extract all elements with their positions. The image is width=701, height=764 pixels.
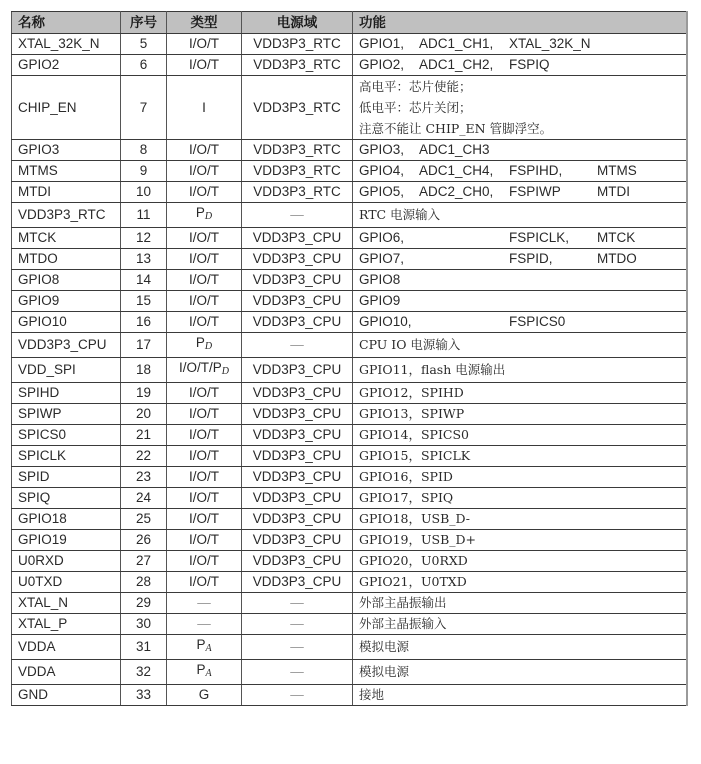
pin-type-value: I/O/T xyxy=(189,230,219,245)
power-domain-value: — xyxy=(290,595,304,610)
pin-type-value: I/O/T xyxy=(189,511,219,526)
pin-type xyxy=(167,614,242,635)
pin-function xyxy=(353,467,688,488)
pin-type-value: I/O/T xyxy=(189,574,219,589)
pin-type xyxy=(167,488,242,509)
pin-number: 19 xyxy=(121,383,167,404)
pin-function xyxy=(353,572,688,593)
function-part: FSPIWP xyxy=(509,184,561,199)
function-text: 外部主晶振输入 xyxy=(359,616,447,631)
function-part: MTDI xyxy=(597,184,630,199)
pin-name: SPICS0 xyxy=(12,425,121,446)
pin-power-domain xyxy=(242,140,353,161)
function-part: MTMS xyxy=(597,163,637,178)
pin-type-value: I/O/T xyxy=(189,57,219,72)
pin-type xyxy=(167,270,242,291)
function-text: GPIO18，USB_D- xyxy=(359,511,470,526)
pin-power-domain xyxy=(242,551,353,572)
pin-number: 21 xyxy=(121,425,167,446)
pin-type-value: P xyxy=(195,205,205,220)
function-text: 接地 xyxy=(359,687,385,702)
pin-function xyxy=(353,140,688,161)
table-row xyxy=(12,660,688,685)
table-row xyxy=(12,593,688,614)
function-text: GPIO14，SPICS0 xyxy=(359,427,469,442)
pin-type xyxy=(167,358,242,383)
pin-type-value: I/O/T xyxy=(189,553,219,568)
pin-type-value: P xyxy=(195,335,205,350)
pin-power-domain xyxy=(242,228,353,249)
pin-type xyxy=(167,383,242,404)
pin-power-domain xyxy=(242,161,353,182)
table-row xyxy=(12,467,688,488)
pin-type xyxy=(167,55,242,76)
power-domain-value: VDD3P3_RTC xyxy=(253,57,341,72)
pin-function xyxy=(353,291,688,312)
pin-power-domain xyxy=(242,270,353,291)
pin-function xyxy=(353,161,688,182)
function-part: ADC1_CH2, xyxy=(419,57,494,72)
function-part: GPIO6, xyxy=(359,230,405,245)
function-text: GPIO16，SPID xyxy=(359,469,453,484)
pin-type-value: P xyxy=(196,637,206,652)
power-domain-value: VDD3P3_CPU xyxy=(252,511,342,526)
pin-name: VDD3P3_CPU xyxy=(12,333,121,358)
function-text: GPIO11，flash 电源输出 xyxy=(359,362,506,377)
pin-type xyxy=(167,685,242,706)
table-row xyxy=(12,291,688,312)
pin-type xyxy=(167,161,242,182)
pin-number: 17 xyxy=(121,333,167,358)
pin-power-domain xyxy=(242,467,353,488)
pin-name: GPIO18 xyxy=(12,509,121,530)
pin-function xyxy=(353,228,688,249)
pin-type-value: I/O/T xyxy=(189,293,219,308)
pin-number: 9 xyxy=(121,161,167,182)
power-domain-value: — xyxy=(290,687,304,702)
table-row xyxy=(12,312,688,333)
function-text: GPIO15，SPICLK xyxy=(359,448,471,463)
function-text: 模拟电源 xyxy=(359,664,410,679)
power-domain-value: VDD3P3_RTC xyxy=(253,36,341,51)
pin-type-value: I/O/T xyxy=(189,385,219,400)
pin-type xyxy=(167,333,242,358)
power-domain-value: VDD3P3_CPU xyxy=(252,553,342,568)
pin-type-value: P xyxy=(196,662,206,677)
table-row xyxy=(12,182,688,203)
function-part: GPIO4, xyxy=(359,163,405,178)
function-part: GPIO2, xyxy=(359,57,405,72)
pin-type xyxy=(167,425,242,446)
function-part: GPIO9 xyxy=(359,293,401,308)
pin-number: 18 xyxy=(121,358,167,383)
table-row xyxy=(12,270,688,291)
pin-name: SPIHD xyxy=(12,383,121,404)
function-part: GPIO10, xyxy=(359,314,412,329)
power-domain-value: VDD3P3_RTC xyxy=(253,142,341,157)
table-row xyxy=(12,488,688,509)
pin-name: XTAL_32K_N xyxy=(12,34,121,55)
pin-type-value: I xyxy=(202,99,206,115)
pin-number: 27 xyxy=(121,551,167,572)
pin-type-value: I/O/T xyxy=(189,469,219,484)
power-domain-value: VDD3P3_CPU xyxy=(252,230,342,245)
table-row xyxy=(12,34,688,55)
power-domain-value: VDD3P3_CPU xyxy=(252,406,342,421)
pin-type-value: G xyxy=(198,687,210,702)
pin-number: 31 xyxy=(121,635,167,660)
table-row xyxy=(12,551,688,572)
function-part: ADC2_CH0, xyxy=(419,184,494,199)
table-row xyxy=(12,446,688,467)
pin-number: 20 xyxy=(121,404,167,425)
pin-number: 24 xyxy=(121,488,167,509)
pin-type xyxy=(167,509,242,530)
header-name: 名称 xyxy=(12,12,121,34)
pin-name: GPIO19 xyxy=(12,530,121,551)
function-text: GPIO19，USB_D+ xyxy=(359,532,477,547)
pin-function xyxy=(353,34,688,55)
pin-power-domain xyxy=(242,685,353,706)
pin-type xyxy=(167,467,242,488)
pin-function xyxy=(353,76,688,140)
pin-name: SPIQ xyxy=(12,488,121,509)
pin-power-domain xyxy=(242,404,353,425)
function-part: ADC1_CH3 xyxy=(419,142,490,157)
pin-name: XTAL_N xyxy=(12,593,121,614)
pin-type-subscript: A xyxy=(205,668,212,679)
table-row xyxy=(12,228,688,249)
pin-type-value: I/O/T/P xyxy=(179,360,222,375)
power-domain-value: VDD3P3_CPU xyxy=(252,427,342,442)
pin-number: 7 xyxy=(121,76,167,140)
pin-power-domain xyxy=(242,488,353,509)
pin-function xyxy=(353,593,688,614)
pin-function xyxy=(353,203,688,228)
power-domain-value: — xyxy=(290,664,304,679)
pin-function xyxy=(353,333,688,358)
pin-name: GPIO3 xyxy=(12,140,121,161)
pin-type xyxy=(167,34,242,55)
function-text: GPIO12，SPIHD xyxy=(359,385,464,400)
pin-type xyxy=(167,404,242,425)
power-domain-value: VDD3P3_CPU xyxy=(252,448,342,463)
power-domain-value: VDD3P3_CPU xyxy=(252,251,342,266)
pin-power-domain xyxy=(242,660,353,685)
table-row xyxy=(12,425,688,446)
function-text: RTC 电源输入 xyxy=(359,207,441,222)
pin-name: SPID xyxy=(12,467,121,488)
pin-name: XTAL_P xyxy=(12,614,121,635)
table-row xyxy=(12,530,688,551)
pin-function xyxy=(353,270,688,291)
pin-number: 8 xyxy=(121,140,167,161)
table-body xyxy=(12,34,688,706)
table-row xyxy=(12,140,688,161)
pin-number: 30 xyxy=(121,614,167,635)
pin-type-value: I/O/T xyxy=(189,314,219,329)
table-row xyxy=(12,249,688,270)
pin-function xyxy=(353,488,688,509)
pin-type xyxy=(167,593,242,614)
pin-number: 11 xyxy=(121,203,167,228)
function-part: FSPICS0 xyxy=(509,314,566,329)
pin-name: VDD3P3_RTC xyxy=(12,203,121,228)
power-domain-value: VDD3P3_RTC xyxy=(253,184,341,199)
pin-name: MTCK xyxy=(12,228,121,249)
pin-power-domain xyxy=(242,446,353,467)
power-domain-value: VDD3P3_CPU xyxy=(252,469,342,484)
table-row xyxy=(12,685,688,706)
header-power-domain: 电源域 xyxy=(242,12,353,34)
power-domain-value: VDD3P3_CPU xyxy=(252,272,342,287)
pin-number: 12 xyxy=(121,228,167,249)
power-domain-value: VDD3P3_CPU xyxy=(252,490,342,505)
power-domain-value: VDD3P3_CPU xyxy=(252,314,342,329)
pin-function xyxy=(353,249,688,270)
function-part: GPIO3, xyxy=(359,142,405,157)
pin-number: 25 xyxy=(121,509,167,530)
table-row xyxy=(12,203,688,228)
pin-number: 16 xyxy=(121,312,167,333)
table-row xyxy=(12,333,688,358)
function-part: FSPID, xyxy=(509,251,553,266)
table-header-row xyxy=(12,12,688,34)
table-row xyxy=(12,383,688,404)
function-text: 模拟电源 xyxy=(359,639,410,654)
function-part: ADC1_CH1, xyxy=(419,36,494,51)
pin-power-domain xyxy=(242,530,353,551)
pin-number: 15 xyxy=(121,291,167,312)
pin-type-value: I/O/T xyxy=(189,448,219,463)
pin-type-subscript: D xyxy=(221,366,229,377)
power-domain-value: VDD3P3_CPU xyxy=(252,385,342,400)
pin-type xyxy=(167,203,242,228)
power-domain-value: — xyxy=(290,207,304,222)
pin-type-value: I/O/T xyxy=(189,251,219,266)
pin-power-domain xyxy=(242,312,353,333)
pin-type xyxy=(167,446,242,467)
power-domain-value: — xyxy=(290,616,304,631)
pin-power-domain xyxy=(242,509,353,530)
pin-type-value: I/O/T xyxy=(189,184,219,199)
function-text: 外部主晶振输出 xyxy=(359,595,447,610)
pin-table xyxy=(11,11,688,706)
pin-name: MTDI xyxy=(12,182,121,203)
pin-name: U0RXD xyxy=(12,551,121,572)
header-number: 序号 xyxy=(121,12,167,34)
pin-type-value: — xyxy=(197,595,211,610)
pin-type-value: I/O/T xyxy=(189,406,219,421)
pin-type xyxy=(167,291,242,312)
table-row xyxy=(12,572,688,593)
pin-function xyxy=(353,404,688,425)
pin-type-subscript: A xyxy=(205,643,212,654)
pin-function xyxy=(353,358,688,383)
pin-power-domain xyxy=(242,203,353,228)
power-domain-value: — xyxy=(290,639,304,654)
function-text: CPU IO 电源输入 xyxy=(359,337,461,352)
function-part: FSPIQ xyxy=(509,57,550,72)
function-text: GPIO21，U0TXD xyxy=(359,574,467,589)
function-part: FSPICLK, xyxy=(509,230,570,245)
pin-function xyxy=(353,509,688,530)
function-text: GPIO20，U0RXD xyxy=(359,553,468,568)
pin-name: SPICLK xyxy=(12,446,121,467)
pin-type xyxy=(167,635,242,660)
pin-name: SPIWP xyxy=(12,404,121,425)
pin-power-domain xyxy=(242,291,353,312)
pin-number: 6 xyxy=(121,55,167,76)
pin-power-domain xyxy=(242,383,353,404)
pin-name: MTDO xyxy=(12,249,121,270)
pin-function xyxy=(353,551,688,572)
function-part: FSPIHD, xyxy=(509,163,563,178)
header-type: 类型 xyxy=(167,12,242,34)
pin-power-domain xyxy=(242,182,353,203)
function-part: XTAL_32K_N xyxy=(509,36,591,51)
pin-name: GPIO2 xyxy=(12,55,121,76)
function-part: ADC1_CH4, xyxy=(419,163,494,178)
pin-name: CHIP_EN xyxy=(12,76,121,140)
pin-power-domain xyxy=(242,593,353,614)
pin-function xyxy=(353,55,688,76)
pin-type xyxy=(167,228,242,249)
power-domain-value: VDD3P3_CPU xyxy=(252,362,342,377)
table-row xyxy=(12,614,688,635)
pin-number: 32 xyxy=(121,660,167,685)
pin-number: 33 xyxy=(121,685,167,706)
pin-number: 28 xyxy=(121,572,167,593)
pin-function xyxy=(353,685,688,706)
pin-function xyxy=(353,182,688,203)
table-row xyxy=(12,76,688,140)
pin-type-value: I/O/T xyxy=(189,490,219,505)
pin-type-value: I/O/T xyxy=(189,272,219,287)
pin-power-domain xyxy=(242,76,353,140)
pin-type xyxy=(167,76,242,140)
pin-function xyxy=(353,312,688,333)
pin-power-domain xyxy=(242,635,353,660)
pin-number: 29 xyxy=(121,593,167,614)
pin-number: 13 xyxy=(121,249,167,270)
function-part: GPIO8 xyxy=(359,272,401,287)
pin-type-subscript: D xyxy=(204,211,213,222)
pin-function xyxy=(353,660,688,685)
pin-type xyxy=(167,530,242,551)
pin-name: VDD_SPI xyxy=(12,358,121,383)
pin-type xyxy=(167,572,242,593)
function-line: 注意不能让 CHIP_EN 管脚浮空。 xyxy=(359,121,553,136)
pin-name: MTMS xyxy=(12,161,121,182)
pin-number: 14 xyxy=(121,270,167,291)
pin-type-subscript: D xyxy=(204,341,213,352)
pin-number: 23 xyxy=(121,467,167,488)
pin-power-domain xyxy=(242,333,353,358)
table-row xyxy=(12,161,688,182)
pin-power-domain xyxy=(242,425,353,446)
pin-power-domain xyxy=(242,572,353,593)
power-domain-value: VDD3P3_RTC xyxy=(253,99,341,115)
power-domain-value: — xyxy=(290,337,304,352)
function-part: MTDO xyxy=(597,251,637,266)
pin-name: U0TXD xyxy=(12,572,121,593)
pin-type xyxy=(167,182,242,203)
pin-number: 26 xyxy=(121,530,167,551)
pin-function xyxy=(353,614,688,635)
function-line: 高电平：芯片使能； xyxy=(359,79,472,94)
pin-power-domain xyxy=(242,614,353,635)
pin-power-domain xyxy=(242,358,353,383)
pin-number: 5 xyxy=(121,34,167,55)
table-row xyxy=(12,509,688,530)
pin-name: VDDA xyxy=(12,660,121,685)
table-row xyxy=(12,635,688,660)
pin-function xyxy=(353,635,688,660)
pin-type xyxy=(167,249,242,270)
function-text: GPIO17，SPIQ xyxy=(359,490,454,505)
table-row xyxy=(12,358,688,383)
pin-power-domain xyxy=(242,34,353,55)
function-part: MTCK xyxy=(597,230,636,245)
function-part: GPIO5, xyxy=(359,184,405,199)
function-part: GPIO7, xyxy=(359,251,405,266)
pin-name: VDDA xyxy=(12,635,121,660)
table-row xyxy=(12,404,688,425)
pin-power-domain xyxy=(242,55,353,76)
power-domain-value: VDD3P3_RTC xyxy=(253,163,341,178)
pin-type xyxy=(167,660,242,685)
pin-number: 10 xyxy=(121,182,167,203)
power-domain-value: VDD3P3_CPU xyxy=(252,293,342,308)
power-domain-value: VDD3P3_CPU xyxy=(252,574,342,589)
pin-type-value: I/O/T xyxy=(189,142,219,157)
pin-name: GPIO10 xyxy=(12,312,121,333)
pin-type-value: — xyxy=(197,616,211,631)
pin-type xyxy=(167,140,242,161)
pin-function xyxy=(353,425,688,446)
pin-function xyxy=(353,446,688,467)
function-part: GPIO1, xyxy=(359,36,405,51)
table-row xyxy=(12,55,688,76)
function-text: GPIO13，SPIWP xyxy=(359,406,465,421)
power-domain-value: VDD3P3_CPU xyxy=(252,532,342,547)
pin-function xyxy=(353,530,688,551)
pin-type xyxy=(167,551,242,572)
function-line: 低电平：芯片关闭； xyxy=(359,100,472,115)
pin-name: GPIO8 xyxy=(12,270,121,291)
pin-name: GND xyxy=(12,685,121,706)
pin-name: GPIO9 xyxy=(12,291,121,312)
pin-type xyxy=(167,312,242,333)
pin-number: 22 xyxy=(121,446,167,467)
pin-type-value: I/O/T xyxy=(189,36,219,51)
pin-type-value: I/O/T xyxy=(189,163,219,178)
pin-type-value: I/O/T xyxy=(189,427,219,442)
pin-type-value: I/O/T xyxy=(189,532,219,547)
pin-function xyxy=(353,383,688,404)
pin-power-domain xyxy=(242,249,353,270)
header-function: 功能 xyxy=(353,12,688,34)
